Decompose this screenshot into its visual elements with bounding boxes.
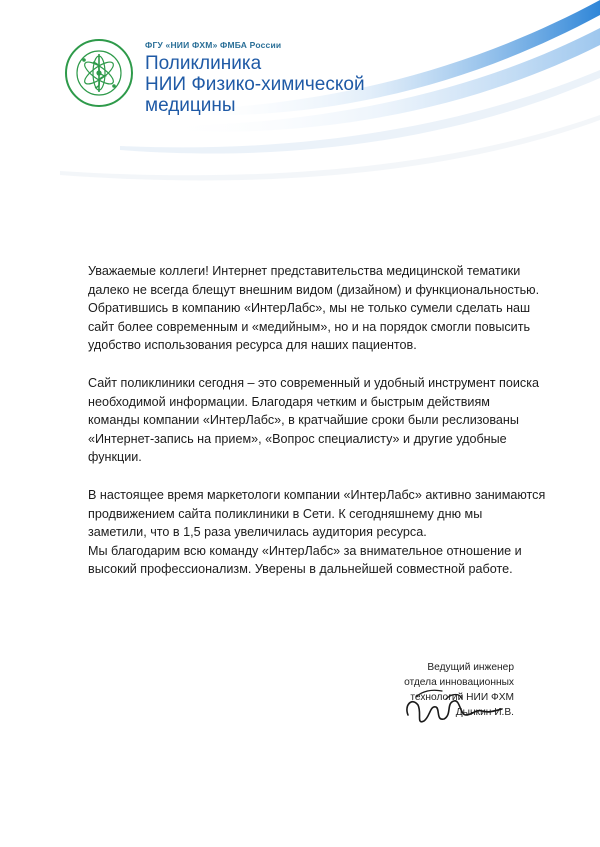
text-line: сайт более современным и «медийным», но и на порядок смогли повысить	[88, 319, 531, 334]
paragraph	[88, 486, 558, 579]
signatory-line: Дынкин И.В.	[455, 707, 514, 718]
text-line: команды компании «ИнтерЛабс», в кратчайшие сроки были реслизованы	[88, 413, 519, 428]
paragraph	[88, 374, 558, 467]
letterhead-text	[145, 40, 365, 116]
signatory-line: отдела инновационных	[404, 677, 514, 688]
text-line: В настоящее время маркетологи компании «ИнтерЛабс» активно занимаются	[88, 487, 546, 502]
org-title-line: НИИ Физико-химической	[145, 74, 365, 95]
text-line: продвижением сайта поликлиники в Сети. К сегодняшнему дню мы	[88, 506, 483, 521]
institute-logo-icon	[64, 38, 134, 108]
text-line: Уважаемые коллеги! Интернет представительства медицинской тематики	[88, 264, 521, 278]
signatory-line: технологий НИИ ФХМ	[410, 692, 514, 703]
header-swoosh	[0, 0, 600, 240]
text-line: Сайт поликлиники сегодня – это современный и удобный инструмент поиска	[88, 375, 540, 390]
text-line: Обратившись в компанию «ИнтерЛабс», мы не только сумели сделать наш	[88, 301, 531, 316]
org-title	[145, 53, 365, 116]
handwritten-signature	[402, 685, 506, 733]
text-line: заметили, что в 1,5 раза увеличилась аудитория ресурса.	[88, 525, 427, 540]
text-line: функции.	[88, 450, 142, 465]
text-line: удобство использования ресурса для наших пациентов.	[88, 338, 417, 353]
org-title-line: медицины	[145, 95, 236, 116]
text-line: далеко не всегда блещут внешним видом (дизайном) и функциональностью.	[88, 282, 540, 297]
letter-body	[88, 262, 558, 598]
org-title-line: Поликлиника	[145, 53, 262, 74]
text-line: высокий профессионализм. Уверены в дальнейшей совместной работе.	[88, 562, 513, 577]
org-subtitle: ФГУ «НИИ ФХМ» ФМБА России	[145, 40, 282, 50]
paragraph	[88, 262, 558, 355]
letterhead	[0, 0, 600, 240]
text-line: необходимой информации. Благодаря четким и быстрым действиям	[88, 394, 490, 409]
text-line: «Интернет-запись на прием», «Вопрос специалисту» и другие удобные	[88, 431, 507, 446]
signatory-line: Ведущий инженер	[427, 662, 514, 673]
text-line: Мы благодарим всю команду «ИнтерЛабс» за внимательное отношение и	[88, 543, 522, 558]
